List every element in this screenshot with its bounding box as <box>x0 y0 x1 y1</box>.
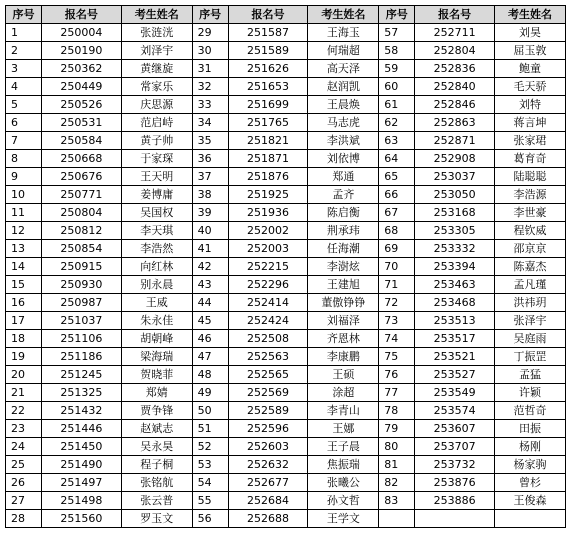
cell-student-name: 李康鹏 <box>308 348 379 366</box>
table-row <box>6 438 566 456</box>
cell-seq: 2 <box>6 42 42 60</box>
cell-student-name: 王学文 <box>308 510 379 528</box>
cell-registration-id: 251186 <box>41 348 121 366</box>
cell-seq: 16 <box>6 294 42 312</box>
cell-student-name: 王威 <box>121 294 192 312</box>
cell-seq: 40 <box>192 222 228 240</box>
cell-seq: 73 <box>379 312 415 330</box>
cell-student-name: 任海潮 <box>308 240 379 258</box>
header-student-name: 考生姓名 <box>495 6 566 24</box>
cell-registration-id: 253876 <box>415 474 495 492</box>
cell-registration-id: 252296 <box>228 276 308 294</box>
cell-registration-id: 250584 <box>41 132 121 150</box>
cell-seq: 74 <box>379 330 415 348</box>
cell-student-name: 王晨焕 <box>308 96 379 114</box>
cell-registration-id: 253037 <box>415 168 495 186</box>
table-row <box>6 474 566 492</box>
cell-seq: 48 <box>192 366 228 384</box>
cell-registration-id: 253050 <box>415 186 495 204</box>
cell-student-name: 鲍童 <box>495 60 566 78</box>
cell-seq: 44 <box>192 294 228 312</box>
cell-student-name: 王硕 <box>308 366 379 384</box>
cell-seq: 57 <box>379 24 415 42</box>
table-row <box>6 420 566 438</box>
table-row <box>6 312 566 330</box>
cell-registration-id: 250449 <box>41 78 121 96</box>
cell-registration-id: 252589 <box>228 402 308 420</box>
cell-student-name: 陈启衡 <box>308 204 379 222</box>
cell-student-name: 张曦公 <box>308 474 379 492</box>
cell-seq: 25 <box>6 456 42 474</box>
header-seq: 序号 <box>192 6 228 24</box>
cell-student-name: 陈嘉杰 <box>495 258 566 276</box>
cell-seq: 24 <box>6 438 42 456</box>
cell-seq: 7 <box>6 132 42 150</box>
cell-registration-id: 252508 <box>228 330 308 348</box>
cell-student-name: 齐恩林 <box>308 330 379 348</box>
cell-student-name: 程子桐 <box>121 456 192 474</box>
cell-registration-id: 252603 <box>228 438 308 456</box>
table-row <box>6 168 566 186</box>
cell-registration-id: 250362 <box>41 60 121 78</box>
cell-student-name: 朱永佳 <box>121 312 192 330</box>
cell-registration-id: 252846 <box>415 96 495 114</box>
header-seq: 序号 <box>379 6 415 24</box>
cell-seq: 19 <box>6 348 42 366</box>
cell-student-name: 庆思源 <box>121 96 192 114</box>
cell-student-name: 王娜 <box>308 420 379 438</box>
cell-registration-id: 252565 <box>228 366 308 384</box>
cell-student-name: 陆聪聪 <box>495 168 566 186</box>
cell-student-name: 高天泽 <box>308 60 379 78</box>
cell-seq: 37 <box>192 168 228 186</box>
cell-registration-id: 253332 <box>415 240 495 258</box>
cell-registration-id: 251490 <box>41 456 121 474</box>
cell-student-name: 丁振罡 <box>495 348 566 366</box>
cell-seq: 27 <box>6 492 42 510</box>
cell-student-name: 张泽宇 <box>495 312 566 330</box>
cell-student-name: 李浩源 <box>495 186 566 204</box>
table-row <box>6 204 566 222</box>
cell-student-name: 贺晓菲 <box>121 366 192 384</box>
cell-registration-id: 250190 <box>41 42 121 60</box>
cell-registration-id: 251699 <box>228 96 308 114</box>
cell-registration-id: 253468 <box>415 294 495 312</box>
cell-registration-id: 252596 <box>228 420 308 438</box>
cell-student-name: 黄继旋 <box>121 60 192 78</box>
cell-registration-id: 253463 <box>415 276 495 294</box>
cell-seq: 12 <box>6 222 42 240</box>
cell-seq: 11 <box>6 204 42 222</box>
cell-seq: 30 <box>192 42 228 60</box>
cell-registration-id: 251432 <box>41 402 121 420</box>
cell-seq: 45 <box>192 312 228 330</box>
table-row <box>6 330 566 348</box>
cell-registration-id: 253517 <box>415 330 495 348</box>
cell-student-name <box>495 510 566 528</box>
cell-seq: 38 <box>192 186 228 204</box>
cell-seq: 50 <box>192 402 228 420</box>
cell-registration-id: 251821 <box>228 132 308 150</box>
cell-student-name: 常家乐 <box>121 78 192 96</box>
admission-table <box>5 5 566 528</box>
cell-student-name: 邵京京 <box>495 240 566 258</box>
header-student-name: 考生姓名 <box>308 6 379 24</box>
cell-seq: 6 <box>6 114 42 132</box>
cell-registration-id <box>415 510 495 528</box>
cell-registration-id: 252414 <box>228 294 308 312</box>
cell-seq: 77 <box>379 384 415 402</box>
cell-student-name: 范启峙 <box>121 114 192 132</box>
table-row <box>6 132 566 150</box>
cell-student-name: 李浩然 <box>121 240 192 258</box>
cell-student-name: 曾杉 <box>495 474 566 492</box>
table-row <box>6 402 566 420</box>
cell-student-name: 许颖 <box>495 384 566 402</box>
cell-student-name: 孟猛 <box>495 366 566 384</box>
cell-seq: 68 <box>379 222 415 240</box>
cell-registration-id: 250812 <box>41 222 121 240</box>
cell-registration-id: 252863 <box>415 114 495 132</box>
cell-student-name: 吴永昊 <box>121 438 192 456</box>
cell-student-name: 梁海瑞 <box>121 348 192 366</box>
header-registration-id: 报名号 <box>228 6 308 24</box>
cell-student-name: 焦振瑞 <box>308 456 379 474</box>
cell-registration-id: 251450 <box>41 438 121 456</box>
cell-registration-id: 252569 <box>228 384 308 402</box>
cell-student-name: 毛天骄 <box>495 78 566 96</box>
cell-registration-id: 251446 <box>41 420 121 438</box>
cell-student-name: 王俊森 <box>495 492 566 510</box>
cell-seq: 82 <box>379 474 415 492</box>
cell-student-name: 郑通 <box>308 168 379 186</box>
cell-seq: 78 <box>379 402 415 420</box>
cell-seq: 10 <box>6 186 42 204</box>
cell-registration-id: 251925 <box>228 186 308 204</box>
cell-seq: 35 <box>192 132 228 150</box>
cell-seq: 62 <box>379 114 415 132</box>
cell-registration-id: 251325 <box>41 384 121 402</box>
cell-registration-id: 251765 <box>228 114 308 132</box>
cell-student-name: 范哲奇 <box>495 402 566 420</box>
cell-registration-id: 251106 <box>41 330 121 348</box>
cell-student-name: 田振 <box>495 420 566 438</box>
cell-student-name: 王建旭 <box>308 276 379 294</box>
table-row <box>6 24 566 42</box>
cell-seq: 69 <box>379 240 415 258</box>
cell-registration-id: 250930 <box>41 276 121 294</box>
cell-seq: 9 <box>6 168 42 186</box>
cell-seq: 8 <box>6 150 42 168</box>
cell-student-name: 张家珺 <box>495 132 566 150</box>
cell-registration-id: 252871 <box>415 132 495 150</box>
cell-seq: 36 <box>192 150 228 168</box>
cell-seq: 64 <box>379 150 415 168</box>
cell-registration-id: 252632 <box>228 456 308 474</box>
cell-student-name: 孟凡瑾 <box>495 276 566 294</box>
cell-registration-id: 251497 <box>41 474 121 492</box>
cell-seq: 83 <box>379 492 415 510</box>
cell-registration-id: 250004 <box>41 24 121 42</box>
cell-registration-id: 252840 <box>415 78 495 96</box>
cell-seq: 34 <box>192 114 228 132</box>
cell-student-name: 刘泽宇 <box>121 42 192 60</box>
cell-registration-id: 252684 <box>228 492 308 510</box>
cell-seq: 66 <box>379 186 415 204</box>
table-row <box>6 276 566 294</box>
cell-seq: 5 <box>6 96 42 114</box>
table-row <box>6 492 566 510</box>
cell-seq: 47 <box>192 348 228 366</box>
cell-seq: 39 <box>192 204 228 222</box>
cell-seq: 13 <box>6 240 42 258</box>
cell-registration-id: 251498 <box>41 492 121 510</box>
cell-student-name: 刘依博 <box>308 150 379 168</box>
cell-seq: 75 <box>379 348 415 366</box>
header-registration-id: 报名号 <box>415 6 495 24</box>
cell-registration-id: 253574 <box>415 402 495 420</box>
cell-student-name: 蒋言坤 <box>495 114 566 132</box>
table-row <box>6 186 566 204</box>
cell-seq: 61 <box>379 96 415 114</box>
cell-seq: 65 <box>379 168 415 186</box>
cell-registration-id: 250531 <box>41 114 121 132</box>
cell-seq: 79 <box>379 420 415 438</box>
cell-registration-id: 252688 <box>228 510 308 528</box>
cell-student-name: 别永晨 <box>121 276 192 294</box>
cell-student-name: 刘昊 <box>495 24 566 42</box>
table-row <box>6 258 566 276</box>
cell-student-name: 郑婧 <box>121 384 192 402</box>
table-row <box>6 78 566 96</box>
cell-seq <box>379 510 415 528</box>
cell-seq: 56 <box>192 510 228 528</box>
cell-seq: 29 <box>192 24 228 42</box>
cell-registration-id: 252002 <box>228 222 308 240</box>
cell-student-name: 洪祎玥 <box>495 294 566 312</box>
cell-registration-id: 250804 <box>41 204 121 222</box>
cell-student-name: 李澍炫 <box>308 258 379 276</box>
header-registration-id: 报名号 <box>41 6 121 24</box>
cell-seq: 1 <box>6 24 42 42</box>
cell-student-name: 张铭航 <box>121 474 192 492</box>
cell-student-name: 王天明 <box>121 168 192 186</box>
cell-registration-id: 250526 <box>41 96 121 114</box>
cell-seq: 72 <box>379 294 415 312</box>
cell-registration-id: 253521 <box>415 348 495 366</box>
cell-registration-id: 252215 <box>228 258 308 276</box>
cell-registration-id: 251871 <box>228 150 308 168</box>
cell-registration-id: 253305 <box>415 222 495 240</box>
table-row <box>6 456 566 474</box>
table-row <box>6 366 566 384</box>
cell-registration-id: 252563 <box>228 348 308 366</box>
cell-seq: 43 <box>192 276 228 294</box>
cell-registration-id: 253549 <box>415 384 495 402</box>
cell-student-name: 李洪斌 <box>308 132 379 150</box>
cell-student-name: 刘特 <box>495 96 566 114</box>
cell-registration-id: 252908 <box>415 150 495 168</box>
cell-registration-id: 251876 <box>228 168 308 186</box>
cell-seq: 23 <box>6 420 42 438</box>
cell-seq: 26 <box>6 474 42 492</box>
cell-seq: 52 <box>192 438 228 456</box>
cell-student-name: 屈玉敦 <box>495 42 566 60</box>
cell-student-name: 胡朝峰 <box>121 330 192 348</box>
cell-student-name: 孟齐 <box>308 186 379 204</box>
cell-registration-id: 251626 <box>228 60 308 78</box>
cell-registration-id: 250854 <box>41 240 121 258</box>
cell-student-name: 赵斌志 <box>121 420 192 438</box>
cell-student-name: 孙文哲 <box>308 492 379 510</box>
cell-student-name: 向红林 <box>121 258 192 276</box>
cell-student-name: 张涟洸 <box>121 24 192 42</box>
cell-student-name: 于家琛 <box>121 150 192 168</box>
table-row <box>6 42 566 60</box>
cell-registration-id: 252677 <box>228 474 308 492</box>
table-row <box>6 222 566 240</box>
cell-registration-id: 253707 <box>415 438 495 456</box>
cell-seq: 3 <box>6 60 42 78</box>
cell-seq: 41 <box>192 240 228 258</box>
cell-student-name: 董傲铮铮 <box>308 294 379 312</box>
cell-registration-id: 251587 <box>228 24 308 42</box>
cell-registration-id: 250987 <box>41 294 121 312</box>
cell-registration-id: 253607 <box>415 420 495 438</box>
cell-registration-id: 251936 <box>228 204 308 222</box>
cell-registration-id: 250676 <box>41 168 121 186</box>
cell-registration-id: 252836 <box>415 60 495 78</box>
header-row <box>6 6 566 24</box>
cell-registration-id: 253886 <box>415 492 495 510</box>
cell-seq: 15 <box>6 276 42 294</box>
table-row <box>6 384 566 402</box>
cell-seq: 14 <box>6 258 42 276</box>
cell-student-name: 杨家驹 <box>495 456 566 474</box>
cell-seq: 63 <box>379 132 415 150</box>
table-row <box>6 348 566 366</box>
table-row <box>6 60 566 78</box>
cell-registration-id: 251245 <box>41 366 121 384</box>
cell-student-name: 葛育奇 <box>495 150 566 168</box>
cell-registration-id: 253168 <box>415 204 495 222</box>
cell-student-name: 吴庭雨 <box>495 330 566 348</box>
cell-registration-id: 251037 <box>41 312 121 330</box>
cell-seq: 54 <box>192 474 228 492</box>
cell-seq: 28 <box>6 510 42 528</box>
cell-student-name: 程钦威 <box>495 222 566 240</box>
cell-seq: 18 <box>6 330 42 348</box>
table-row <box>6 510 566 528</box>
cell-seq: 31 <box>192 60 228 78</box>
cell-registration-id: 252003 <box>228 240 308 258</box>
cell-registration-id: 253513 <box>415 312 495 330</box>
cell-seq: 53 <box>192 456 228 474</box>
cell-registration-id: 251653 <box>228 78 308 96</box>
cell-seq: 76 <box>379 366 415 384</box>
cell-seq: 33 <box>192 96 228 114</box>
cell-student-name: 黄子帅 <box>121 132 192 150</box>
cell-student-name: 何瑞超 <box>308 42 379 60</box>
cell-seq: 71 <box>379 276 415 294</box>
cell-registration-id: 253527 <box>415 366 495 384</box>
cell-registration-id: 250771 <box>41 186 121 204</box>
cell-student-name: 涂超 <box>308 384 379 402</box>
cell-student-name: 吴国权 <box>121 204 192 222</box>
cell-student-name: 张云普 <box>121 492 192 510</box>
cell-registration-id: 251589 <box>228 42 308 60</box>
cell-seq: 80 <box>379 438 415 456</box>
cell-student-name: 贾争锋 <box>121 402 192 420</box>
cell-registration-id: 250915 <box>41 258 121 276</box>
cell-seq: 59 <box>379 60 415 78</box>
cell-registration-id: 250668 <box>41 150 121 168</box>
cell-student-name: 姜博庸 <box>121 186 192 204</box>
cell-seq: 51 <box>192 420 228 438</box>
cell-registration-id: 252804 <box>415 42 495 60</box>
table-row <box>6 150 566 168</box>
cell-seq: 21 <box>6 384 42 402</box>
cell-student-name: 杨刚 <box>495 438 566 456</box>
cell-seq: 4 <box>6 78 42 96</box>
cell-student-name: 赵润凯 <box>308 78 379 96</box>
cell-seq: 67 <box>379 204 415 222</box>
table-row <box>6 96 566 114</box>
cell-seq: 46 <box>192 330 228 348</box>
cell-seq: 58 <box>379 42 415 60</box>
table-row <box>6 240 566 258</box>
cell-student-name: 荆承玮 <box>308 222 379 240</box>
cell-seq: 81 <box>379 456 415 474</box>
table-row <box>6 294 566 312</box>
cell-seq: 55 <box>192 492 228 510</box>
cell-student-name: 王子晨 <box>308 438 379 456</box>
cell-student-name: 罗玉文 <box>121 510 192 528</box>
cell-registration-id: 253732 <box>415 456 495 474</box>
cell-student-name: 马志虎 <box>308 114 379 132</box>
header-seq: 序号 <box>6 6 42 24</box>
cell-registration-id: 252711 <box>415 24 495 42</box>
cell-seq: 20 <box>6 366 42 384</box>
table-row <box>6 114 566 132</box>
cell-registration-id: 253394 <box>415 258 495 276</box>
cell-student-name: 李天琪 <box>121 222 192 240</box>
cell-seq: 22 <box>6 402 42 420</box>
header-student-name: 考生姓名 <box>121 6 192 24</box>
cell-student-name: 李青山 <box>308 402 379 420</box>
cell-student-name: 刘福泽 <box>308 312 379 330</box>
cell-registration-id: 251560 <box>41 510 121 528</box>
cell-seq: 32 <box>192 78 228 96</box>
cell-seq: 70 <box>379 258 415 276</box>
cell-student-name: 王海玉 <box>308 24 379 42</box>
cell-student-name: 李世豪 <box>495 204 566 222</box>
cell-registration-id: 252424 <box>228 312 308 330</box>
cell-seq: 49 <box>192 384 228 402</box>
cell-seq: 42 <box>192 258 228 276</box>
cell-seq: 60 <box>379 78 415 96</box>
cell-seq: 17 <box>6 312 42 330</box>
